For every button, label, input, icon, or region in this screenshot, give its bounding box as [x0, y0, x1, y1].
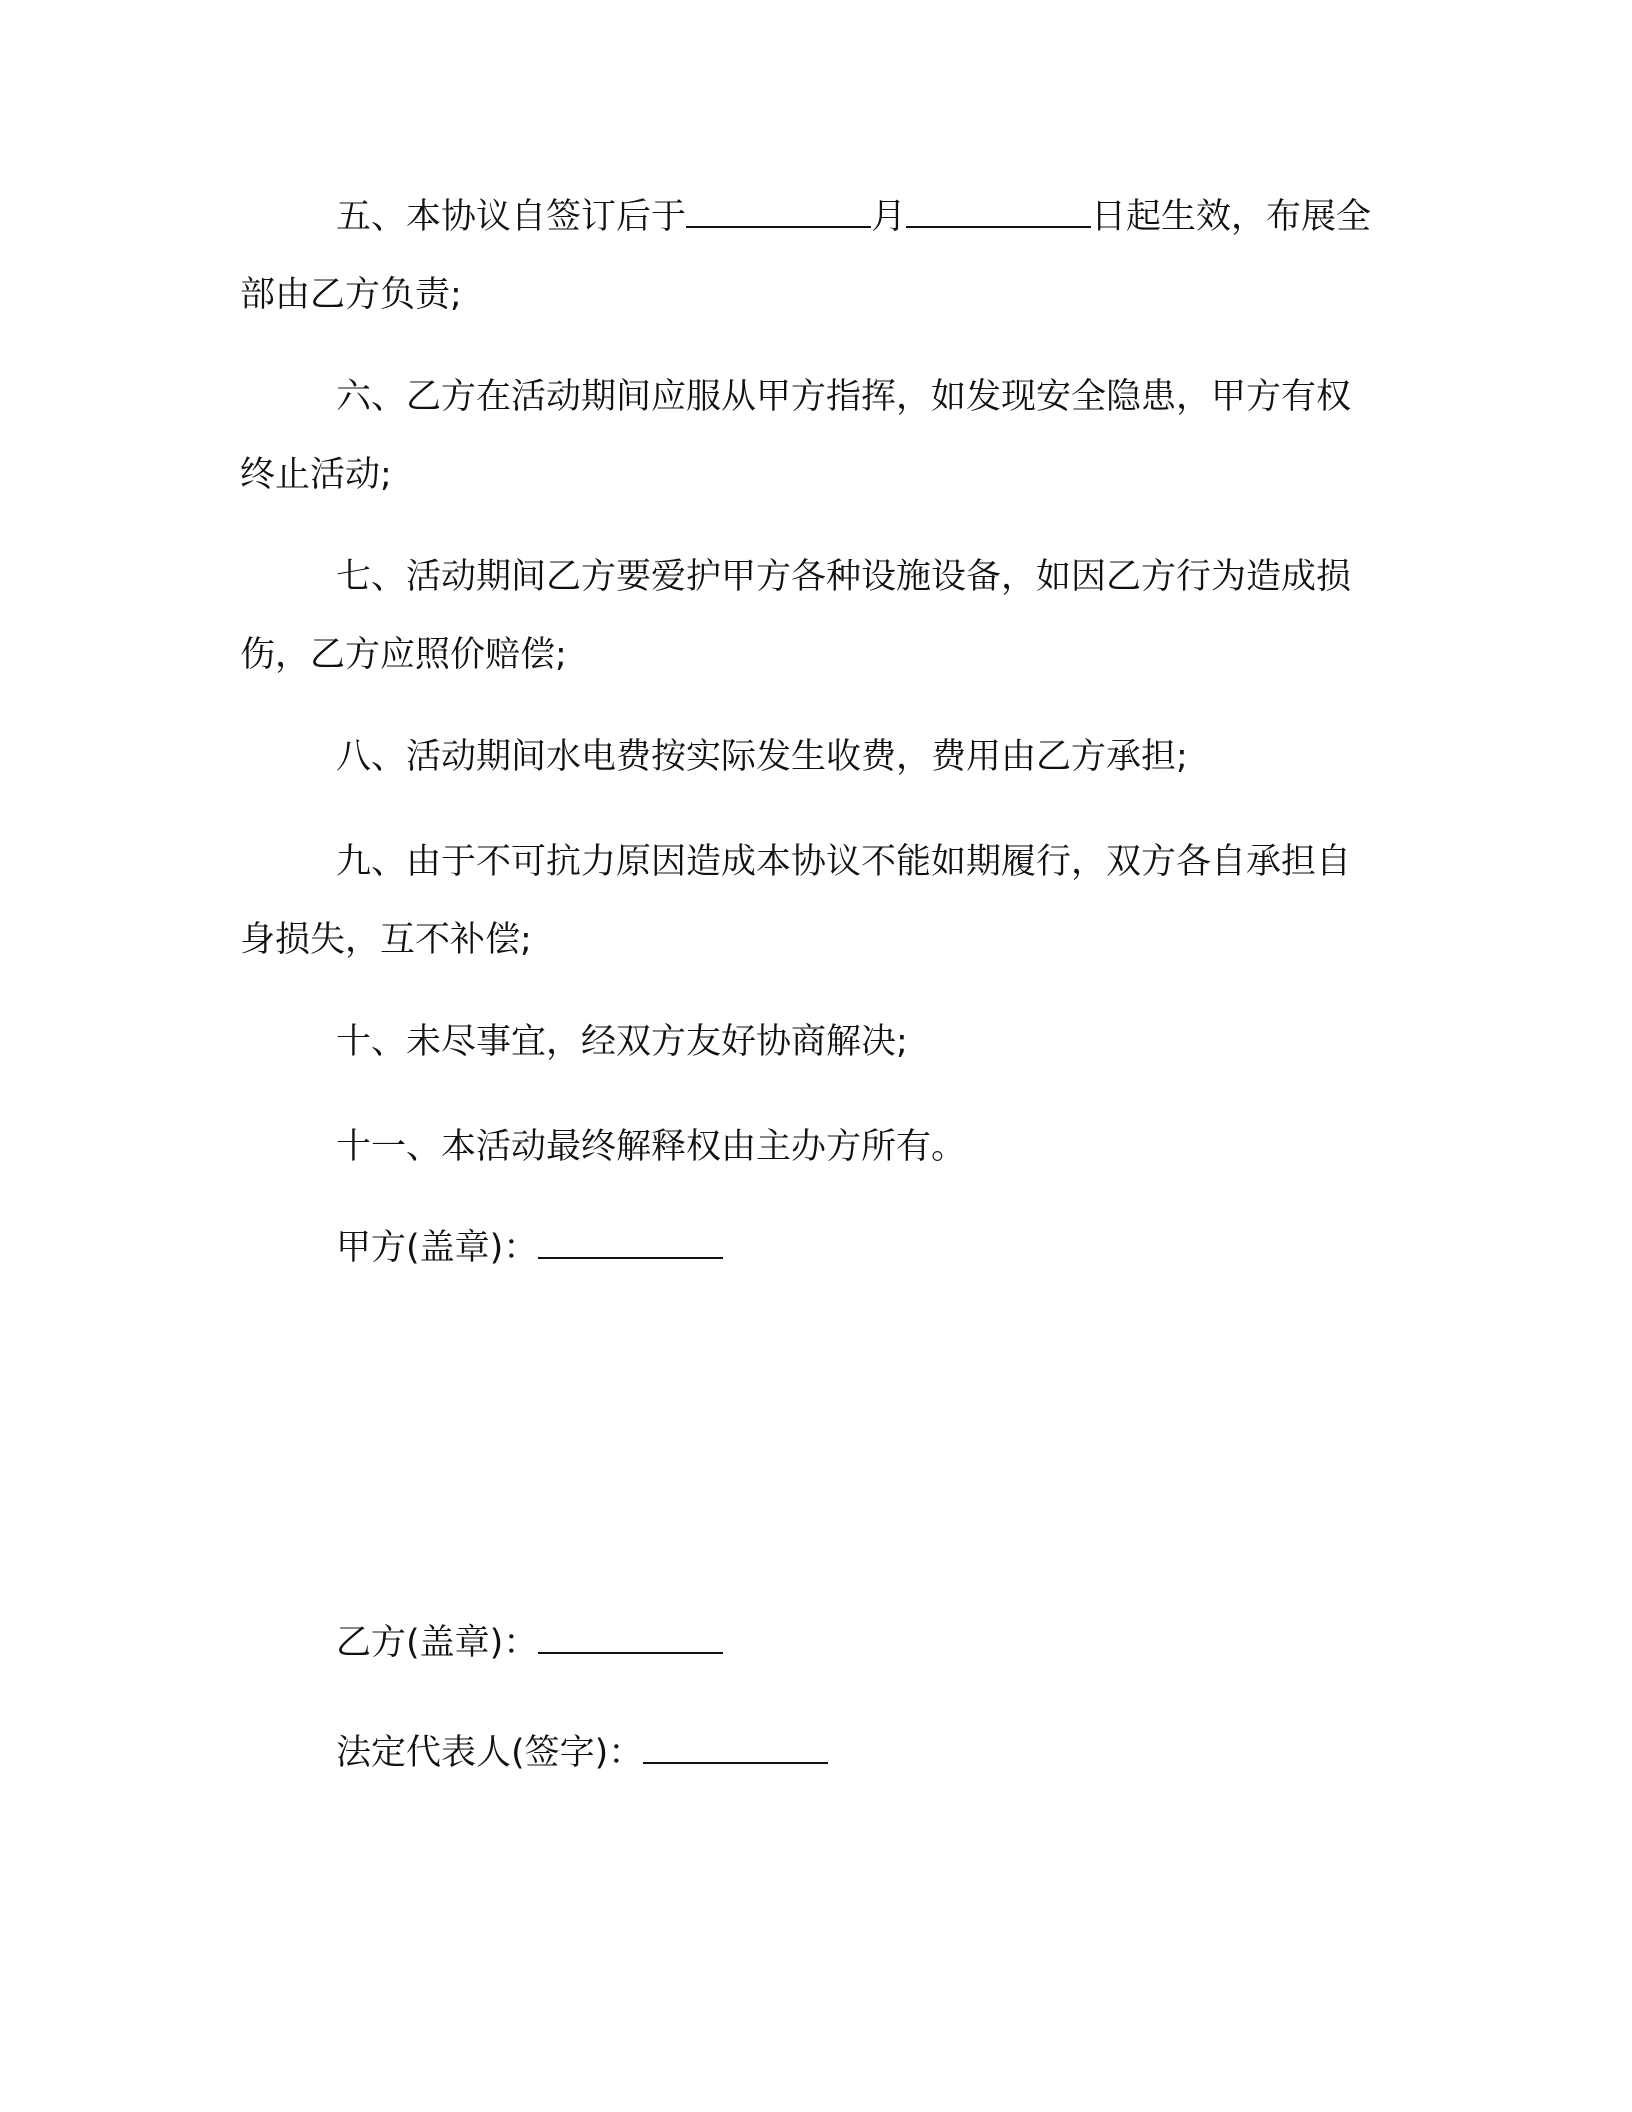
legal-rep-signature: [336, 1728, 828, 1778]
party-b-blank: [538, 1622, 723, 1654]
legal-rep-blank: [643, 1732, 828, 1764]
effective-month-blank: [686, 196, 871, 228]
clause-7: 七、活动期间乙方要爱护甲方各种设施设备，如因乙方行为造成损伤，乙方应照价赔偿;: [240, 557, 1352, 675]
clause-5: [240, 178, 1380, 334]
clause-8: 八、活动期间水电费按实际发生收费，费用由乙方承担;: [336, 737, 1188, 777]
clause-5-part3: 日起生效，布展全部由乙方负责;: [240, 197, 1372, 315]
party-a-label: 甲方(盖章)：: [336, 1228, 539, 1268]
clause-5-part2: 月: [871, 197, 907, 237]
party-a-signature: [336, 1223, 723, 1273]
legal-rep-label: 法定代表人(签字)：: [336, 1733, 644, 1773]
party-a-blank: [538, 1227, 723, 1259]
clause-5-part1: 五、本协议自签订后于: [336, 197, 687, 237]
clause-10: 十、未尽事宜，经双方友好协商解决;: [336, 1022, 908, 1062]
party-b-signature: [336, 1618, 723, 1668]
effective-day-blank: [906, 196, 1091, 228]
party-b-label: 乙方(盖章)：: [336, 1623, 539, 1663]
clause-11: 十一、本活动最终解释权由主办方所有。: [336, 1127, 967, 1167]
clause-6: 六、乙方在活动期间应服从甲方指挥，如发现安全隐患，甲方有权终止活动;: [240, 377, 1352, 495]
clause-9: 九、由于不可抗力原因造成本协议不能如期履行，双方各自承担自身损失，互不补偿;: [240, 842, 1352, 960]
